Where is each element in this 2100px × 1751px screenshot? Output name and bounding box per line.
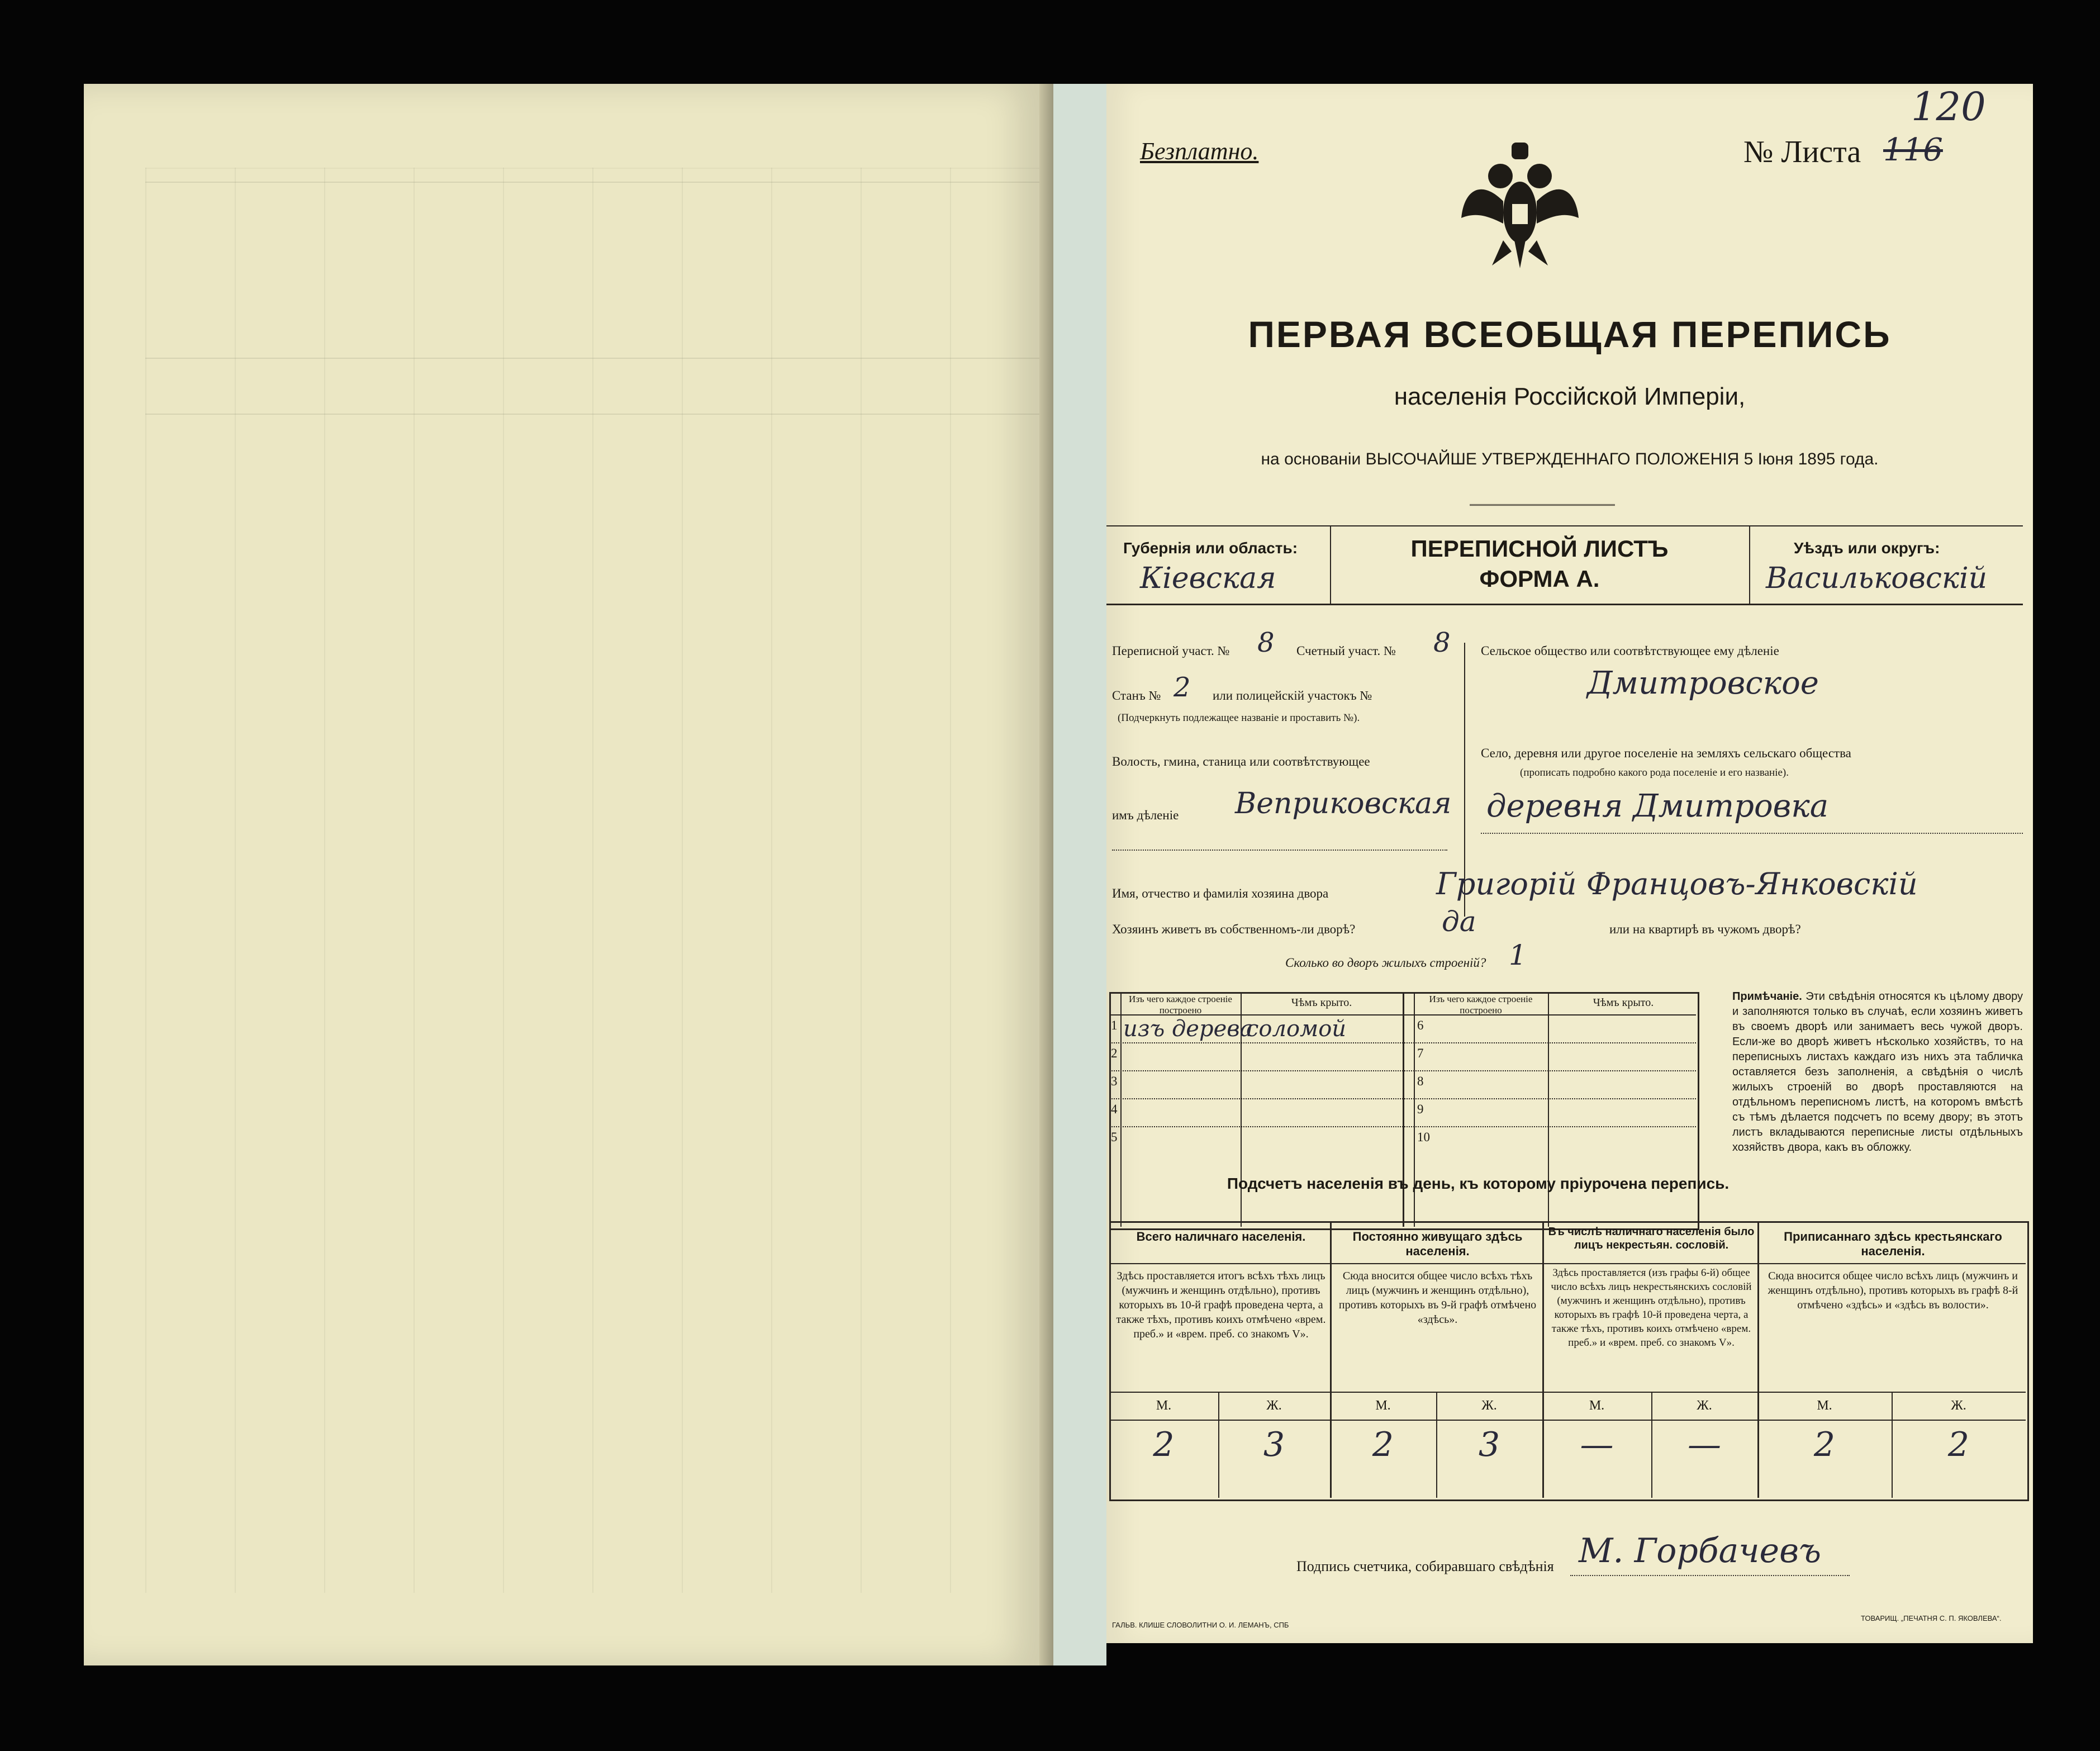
own-yard-label: Хозяинъ живетъ въ собственномъ-ли дворѣ? — [1112, 922, 1356, 936]
census-form-page — [1106, 84, 2033, 1643]
owner-value: Григорій Францовъ-Янковскій — [1436, 866, 1918, 901]
rule — [1109, 1098, 1696, 1099]
row-number: 10 — [1417, 1130, 1430, 1144]
building-material-value: изъ дерева — [1123, 1016, 1253, 1042]
uezd-value: Васильковскій — [1766, 562, 1988, 595]
male-label: М. — [1589, 1398, 1605, 1413]
female-label: Ж. — [1481, 1398, 1497, 1413]
free-label: Безплатно. — [1140, 137, 1259, 165]
imprint-right: ТОВАРИЩ. „ПЕЧАТНЯ С. П. ЯКОВЛЕВА“. — [1861, 1614, 2002, 1622]
perepisnoy-uchastok-label: Переписной участ. № — [1112, 644, 1230, 658]
row-number: 8 — [1417, 1074, 1424, 1088]
buildings-label: Сколько во дворъ жилыхъ строеній? — [1285, 956, 1486, 970]
count-title: Подсчетъ населенія въ день, къ которому пріурочена перепись. — [1227, 1175, 1730, 1192]
perepisnoy-uchastok-value: 8 — [1257, 627, 1275, 658]
book-spine — [1039, 84, 1053, 1665]
volost-label-2: имъ дѣленіе — [1112, 808, 1179, 822]
row-number: 9 — [1417, 1102, 1424, 1116]
ornament-rule — [1470, 504, 1615, 506]
bleed-through-line — [145, 358, 1039, 359]
selo-label: Село, деревня или другое поселеніе на земляхъ сельскаго общества — [1481, 746, 1851, 760]
own-yard-value: да — [1442, 905, 1476, 938]
permanent-population-header: Постоянно живущаго здѣсь населенія. — [1352, 1230, 1523, 1258]
registered-female-value: 2 — [1947, 1425, 1970, 1464]
rule — [1106, 525, 2023, 526]
uezd-label: Уѣздъ или округъ: — [1794, 539, 1940, 557]
gubernia-label: Губернія или область: — [1123, 539, 1298, 557]
gubernia-value: Кіевская — [1140, 562, 1276, 595]
note-title: Примѣчаніе. — [1732, 990, 1802, 1003]
rule — [1481, 833, 2023, 834]
registered-male-value: 2 — [1813, 1425, 1836, 1464]
enumerator-signature: М. Горбачевъ — [1579, 1531, 1821, 1570]
male-label: М. — [1375, 1398, 1391, 1413]
row-number: 3 — [1111, 1074, 1118, 1088]
form-title-line1: ПЕРЕПИСНОЙ ЛИСТЪ — [1410, 535, 1669, 562]
rule — [1109, 1042, 1696, 1043]
registered-peasant-desc: Сюда вносится общее число всѣхъ лицъ (мужчинъ и женщинъ отдѣльно), противъ которыхъ въ графѣ 8-й отмѣчено «здѣсь» и «здѣсь въ волости». — [1768, 1270, 2018, 1311]
building-roof-value: соломой — [1246, 1016, 1347, 1042]
rented-yard-label: или на квартирѣ въ чужомъ дворѣ? — [1609, 922, 1801, 936]
bleed-through-grid — [145, 168, 1039, 1593]
row-number: 7 — [1417, 1046, 1424, 1060]
rule — [1112, 850, 1447, 851]
total-population-header: Всего наличнаго населенія. — [1136, 1230, 1306, 1244]
female-label: Ж. — [1266, 1398, 1282, 1413]
bleed-through-line — [145, 414, 1039, 415]
legal-basis: на основаніи ВЫСОЧАЙШЕ УТВЕРЖДЕННАГО ПОЛОЖЕНІЯ 5 Іюня 1895 года. — [1261, 450, 1879, 468]
female-label: Ж. — [1951, 1398, 1966, 1413]
total-female-value: 3 — [1263, 1425, 1285, 1464]
sheet-number-label: № Листа — [1743, 135, 1861, 169]
obshchestvo-label: Сельское общество или соотвѣтствующее ему дѣленіе — [1481, 644, 1779, 658]
rule — [1109, 1070, 1696, 1071]
permanent-female-value: 3 — [1478, 1425, 1500, 1464]
note-block — [1732, 989, 2023, 1155]
total-population-desc: Здѣсь проставляется итогъ всѣхъ тѣхъ лицъ (мужчинъ и женщинъ отдѣльно), противъ которыхъ въ 10-й графѣ проведена черта, а также тѣхъ, противъ коихъ отмѣчено «врем. преб.» и «врем. преб. со знакомъ V». — [1116, 1270, 1326, 1340]
binding-tape — [1053, 84, 1106, 1665]
buildings-value: 1 — [1509, 939, 1527, 971]
note-text: Эти свѣдѣнія относятся къ цѣлому двору и заполняются только въ случаѣ, если хозяинъ живетъ въ своемъ дворѣ или занимаетъ весь чужой дворъ. Если-же во дворѣ живетъ нѣсколько хозяйствъ, то на переписныхъ листахъ каждаго изъ нихъ эта табличка оставляется безъ заполненія, а свѣдѣнія о числѣ жилыхъ строеній во дворѣ проставляются на отдѣльномъ переписномъ листѣ, на которомъ вмѣстѣ съ тѣмъ дѣлается подсчетъ по всему двору; въ этотъ листъ вкладываются переписные листы отдѣльныхъ хозяйствъ двора, какъ въ обложку. — [1732, 990, 2023, 1154]
rule — [1106, 604, 2023, 605]
row-number: 5 — [1111, 1130, 1118, 1144]
selo-note: (прописать подробно какого рода поселеніе и его названіе). — [1520, 767, 1789, 779]
roof-col-header-right: Чѣмъ крыто. — [1593, 996, 1654, 1009]
material-col-header-right: Изъ чего каждое строеніе построено — [1429, 994, 1533, 1016]
police-uchastok-label: или полицейскій участокъ № — [1213, 689, 1372, 703]
sheet-number-handwritten: 120 — [1911, 84, 1986, 130]
stan-label: Станъ № — [1112, 689, 1161, 703]
rule — [1109, 1263, 2026, 1264]
rule — [1749, 525, 1750, 604]
double-headed-eagle-emblem — [1458, 140, 1581, 268]
row-number: 2 — [1111, 1046, 1118, 1060]
rule — [1570, 1575, 1850, 1576]
imprint-left: ГАЛЬВ. КЛИШЕ СЛОВОЛИТНИ О. И. ЛЕМАНЪ, СПБ — [1112, 1621, 1289, 1629]
registered-peasant-header: Приписаннаго здѣсь крестьянскаго населенія. — [1784, 1230, 2002, 1258]
permanent-male-value: 2 — [1372, 1425, 1394, 1464]
rule — [1109, 1392, 2026, 1393]
stan-note: (Подчеркнуть подлежащее названіе и проставить №). — [1118, 712, 1360, 724]
schetny-uchastok-value: 8 — [1433, 627, 1451, 658]
main-title: ПЕРВАЯ ВСЕОБЩАЯ ПЕРЕПИСЬ — [1248, 314, 1892, 355]
form-title-line2: ФОРМА А. — [1479, 566, 1600, 592]
stan-value: 2 — [1173, 672, 1191, 703]
non-peasant-male-value: — — [1580, 1425, 1614, 1464]
obshchestvo-value: Дмитровское — [1587, 665, 1819, 701]
owner-label: Имя, отчество и фамилія хозяина двора — [1112, 886, 1329, 900]
roof-col-header: Чѣмъ крыто. — [1291, 996, 1352, 1009]
subtitle: населенія Россійской Имперіи, — [1394, 383, 1746, 410]
row-number: 4 — [1111, 1102, 1118, 1116]
male-label: М. — [1817, 1398, 1832, 1413]
material-col-header: Изъ чего каждое строеніе построено — [1129, 994, 1232, 1016]
volost-value: Веприковская — [1235, 787, 1452, 820]
female-label: Ж. — [1697, 1398, 1712, 1413]
non-peasant-header: Въ числѣ наличнаго населенія было лицъ некрестьян. сословій. — [1548, 1226, 1755, 1251]
non-peasant-female-value: — — [1688, 1425, 1721, 1464]
rule — [1109, 1420, 2026, 1421]
rule — [1109, 1126, 1696, 1127]
non-peasant-desc: Здѣсь проставляется (изъ графы 6-й) общее число всѣхъ лицъ некрестьянскихъ сословій (мужчинъ и женщинъ отдѣльно), противъ которыхъ въ графѣ 10-й проведена черта, а также тѣхъ, противъ коихъ отмѣчено «врем. преб.» и «врем. преб. со знакомъ V». — [1551, 1267, 1752, 1349]
sheet-number-crossed: 116 — [1883, 132, 1943, 168]
row-number: 1 — [1111, 1018, 1118, 1032]
bleed-through-line — [145, 182, 1039, 183]
signature-label: Подпись счетчика, собиравшаго свѣдѣнія — [1296, 1558, 1554, 1574]
total-male-value: 2 — [1153, 1425, 1175, 1464]
male-label: М. — [1156, 1398, 1172, 1413]
permanent-population-desc: Сюда вносится общее число всѣхъ тѣхъ лицъ (мужчинъ и женщинъ отдѣльно), противъ которыхъ въ 9-й графѣ отмѣчено «здѣсь». — [1338, 1270, 1537, 1326]
left-page — [84, 84, 1039, 1665]
schetny-uchastok-label: Счетный участ. № — [1296, 644, 1396, 658]
row-number: 6 — [1417, 1018, 1424, 1032]
volost-label: Волость, гмина, станица или соотвѣтствующее — [1112, 755, 1370, 768]
selo-value: деревня Дмитровка — [1486, 788, 1829, 824]
